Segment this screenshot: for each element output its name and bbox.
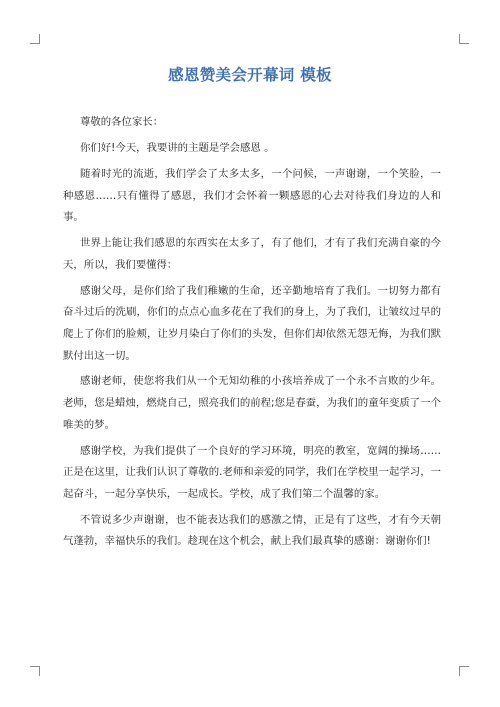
document-title: 感恩赞美会开幕词 模板	[168, 66, 332, 84]
paragraph-closing: 不管说多少声谢谢，也不能表达我们的感激之情，正是有了这些，才有今天朝气蓬勃，幸福快乐的我们。趁现在这个机会，献上我们最真挚的感谢：谢谢你们!	[63, 513, 441, 548]
paragraph-school: 感谢学校，为我们提供了一个良好的学习环境，明亮的教室，宽阔的操场……正是在这里，让我们认识了尊敬的.老师和亲爱的同学，我们在学校里一起学习，一起奋斗，一起分享快乐，一起成长。学校，成了我们第二个温馨的家。	[63, 444, 441, 500]
crop-mark-bottom-right	[459, 666, 469, 676]
paragraph-greeting: 你们好!今天，我要讲的主题是学会感恩 。	[80, 141, 275, 154]
paragraph-teachers: 感谢老师，使您将我们从一个无知幼稚的小孩培养成了一个永不言败的少年。老师，您是蜡烛，燃烧自己，照亮我们的前程;您是春蚕，为我们的童年变质了一个唯美的梦。	[63, 375, 441, 431]
crop-mark-bottom-left	[30, 666, 40, 676]
paragraph-parents: 感谢父母，是你们给了我们稚嫩的生命，还辛勤地培育了我们。一切努力都有奋斗过后的洗刷，你们的点点心血多花在了我们的身上，为了我们，让皱纹过早的爬上了你们的脸颊，让岁月染白了你们的头发，但你们却依然无怨无悔，为我们默默付出这一切。	[63, 284, 441, 362]
crop-mark-top-right	[459, 34, 469, 44]
paragraph-world: 世界上能让我们感恩的东西实在太多了，有了他们，才有了我们充满自豪的今天，所以，我们要懂得：	[63, 237, 441, 271]
paragraph-time: 随着时光的流逝，我们学会了太多太多，一个问候，一声谢谢，一个笑脸，一种感恩……只有懂得了感恩，我们才会怀着一颗感恩的心去对待我们身边的人和事。	[63, 167, 441, 224]
document-body	[63, 112, 441, 557]
salutation: 尊敬的各位家长：	[80, 116, 164, 128]
crop-mark-top-left	[30, 34, 40, 44]
